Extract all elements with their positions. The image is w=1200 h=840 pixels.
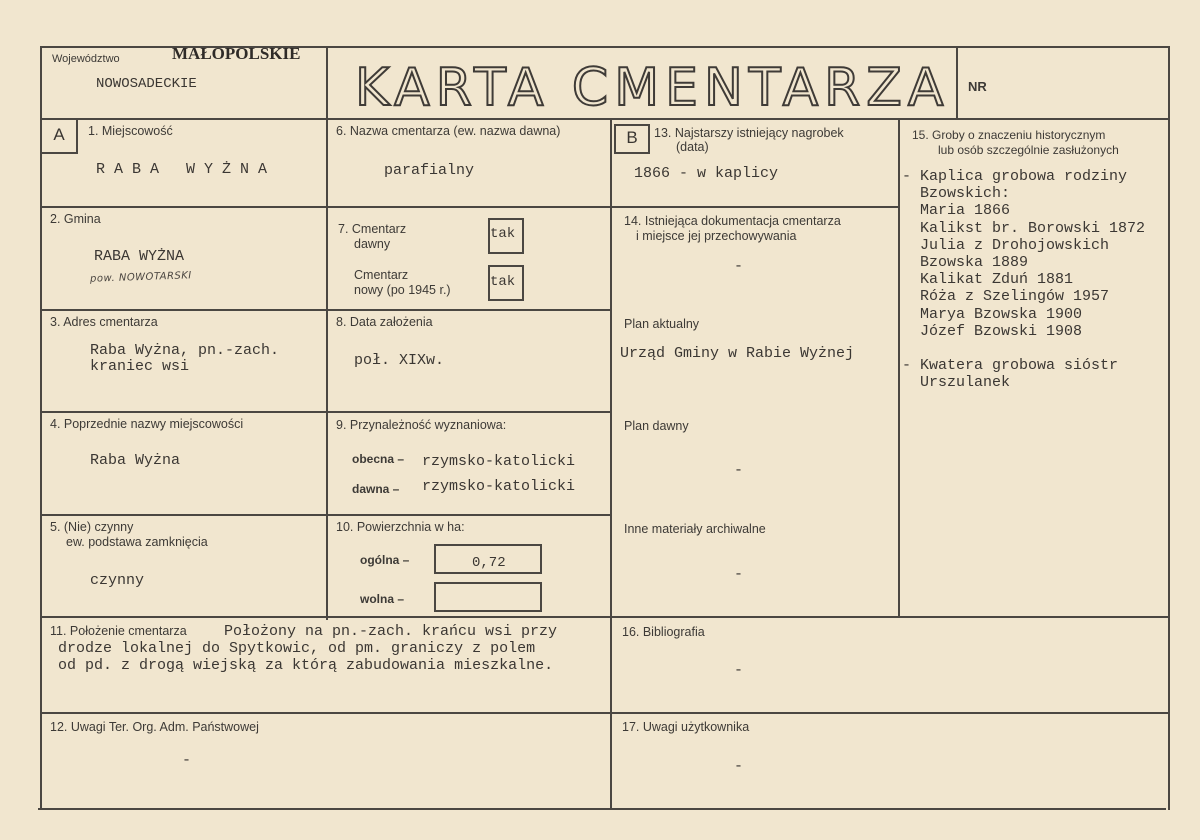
field-7-dawny-label-1: 7. Cmentarz	[338, 222, 407, 236]
field-15-line: Marya Bzowska 1900	[902, 305, 1083, 323]
field-11-value-3: od pd. z drogą wiejską za którą zabudowania mieszkalne.	[58, 657, 554, 674]
frame-left	[40, 46, 42, 810]
field-8-label: 8. Data założenia	[336, 315, 433, 329]
field-15-line: Józef Bzowski 1908	[902, 322, 1083, 340]
field-7-dawny-label-2: dawny	[354, 237, 391, 251]
field-15-list	[902, 168, 1166, 391]
column-divider-2	[610, 118, 612, 810]
row-line-b	[610, 206, 900, 208]
field-9-obecna-label: obecna –	[352, 452, 405, 466]
field-4-value: Raba Wyżna	[90, 452, 181, 469]
field-5-label-1: 5. (Nie) czynny	[50, 520, 134, 534]
row-line-4	[40, 514, 612, 516]
field-13-label-2: (data)	[676, 140, 709, 154]
field-15-line: Bzowska 1889	[902, 253, 1029, 271]
field-10-wolna-box	[434, 582, 542, 612]
nr-label: NR	[968, 79, 987, 94]
field-15-line	[902, 340, 1166, 357]
field-9-dawna-value: rzymsko-katolicki	[422, 478, 576, 495]
field-17-value: -	[734, 758, 744, 775]
wojewodztwo-old-value: NOWOSADECKIE	[96, 76, 197, 92]
field-7-nowy-label-2: nowy (po 1945 r.)	[354, 283, 451, 297]
field-13-value: 1866 - w kaplicy	[634, 165, 779, 182]
field-9-obecna-value: rzymsko-katolicki	[422, 453, 576, 470]
field-14-label-2: i miejsce jej przechowywania	[636, 229, 797, 243]
column-divider-3	[898, 118, 900, 618]
row-line-3	[40, 411, 612, 413]
frame-right	[1168, 46, 1170, 810]
inne-materialy-value: -	[734, 566, 744, 583]
row-line-2	[40, 309, 612, 311]
plan-dawny-value: -	[734, 462, 744, 479]
field-7-nowy-value: tak	[490, 274, 516, 290]
field-5-value: czynny	[90, 572, 145, 589]
field-5-label-2: ew. podstawa zamknięcia	[66, 535, 208, 549]
field-3-value-1: Raba Wyżna, pn.-zach.	[90, 342, 280, 359]
field-3-label: 3. Adres cmentarza	[50, 315, 158, 329]
plan-aktualny-value: Urząd Gminy w Rabie Wyżnej	[620, 345, 855, 362]
field-13-label-1: 13. Najstarszy istniejący nagrobek	[654, 126, 844, 140]
field-15-label-2: lub osób szczególnie zasłużonych	[938, 143, 1119, 157]
field-2-label: 2. Gmina	[50, 212, 101, 226]
field-10-label: 10. Powierzchnia w ha:	[336, 520, 465, 534]
field-10-wolna-label: wolna –	[360, 592, 405, 606]
wojewodztwo-stamp: MAŁOPOLSKIE	[172, 44, 301, 63]
row-line-6	[40, 712, 1168, 714]
row-line-5	[40, 616, 1168, 618]
field-4-label: 4. Poprzednie nazwy miejscowości	[50, 417, 244, 431]
field-10-ogolna-value: 0,72	[472, 555, 506, 571]
field-1-label: 1. Miejscowość	[88, 124, 173, 138]
field-11-value-1: Położony na pn.-zach. krańcu wsi przy	[224, 623, 558, 640]
field-15-line: Kalikat Zduń 1881	[902, 271, 1074, 289]
field-15-label-1: 15. Groby o znaczeniu historycznym	[912, 128, 1106, 142]
wojewodztwo-label: Województwo	[52, 53, 120, 65]
field-14-label-1: 14. Istniejąca dokumentacja cmentarza	[624, 214, 841, 228]
field-3-value-2: kraniec wsi	[90, 358, 190, 375]
field-7-dawny-value: tak	[490, 226, 516, 242]
field-16-label: 16. Bibliografia	[622, 625, 705, 639]
field-11-label: 11. Położenie cmentarza	[50, 624, 187, 638]
field-15-line: - Kwatera grobowa sióstr	[902, 357, 1119, 375]
field-11-value-2: drodze lokalnej do Spytkowic, od pm. graniczy z polem	[58, 640, 536, 657]
field-2-value: RABA WYŻNA	[94, 248, 185, 265]
field-15-line: Julia z Drohojowskich	[902, 236, 1110, 254]
page-title: KARTA CMENTARZA	[355, 58, 950, 118]
field-9-label: 9. Przynależność wyznaniowa:	[336, 418, 507, 432]
header-divider-1	[326, 46, 328, 620]
field-12-value: -	[182, 752, 192, 769]
field-6-label: 6. Nazwa cmentarza (ew. nazwa dawna)	[336, 124, 561, 138]
field-12-label: 12. Uwagi Ter. Org. Adm. Państwowej	[50, 720, 259, 734]
field-15-line: Urszulanek	[902, 374, 1011, 392]
inne-materialy-label: Inne materiały archiwalne	[624, 522, 766, 536]
section-b-letter: B	[626, 128, 638, 147]
field-15-line: Bzowskich:	[902, 185, 1011, 203]
field-10-ogolna-label: ogólna –	[360, 553, 410, 567]
frame-header-bottom	[40, 118, 1170, 120]
field-15-line: - Kaplica grobowa rodziny	[902, 168, 1128, 185]
field-7-nowy-label-1: Cmentarz	[354, 268, 409, 282]
row-line-1	[40, 206, 612, 208]
field-15-line: Kalikst br. Borowski 1872	[902, 219, 1146, 237]
field-8-value: poł. XIXw.	[354, 352, 445, 369]
field-15-line: Róża z Szelingów 1957	[902, 288, 1110, 306]
field-6-value: parafialny	[384, 162, 475, 179]
field-14-value: -	[734, 258, 744, 275]
field-2-handwritten: pow. NOWOTARSKI	[89, 270, 192, 285]
header-divider-2	[956, 46, 958, 120]
field-1-value: R A B A W Y Ż N A	[96, 161, 268, 178]
field-15-line: Maria 1866	[902, 202, 1011, 220]
plan-aktualny-label: Plan aktualny	[624, 317, 700, 331]
field-17-label: 17. Uwagi użytkownika	[622, 720, 750, 734]
field-9-dawna-label: dawna –	[352, 482, 400, 496]
frame-bottom	[38, 808, 1166, 810]
plan-dawny-label: Plan dawny	[624, 419, 689, 433]
field-16-value: -	[734, 662, 744, 679]
section-a-letter: A	[53, 125, 65, 144]
